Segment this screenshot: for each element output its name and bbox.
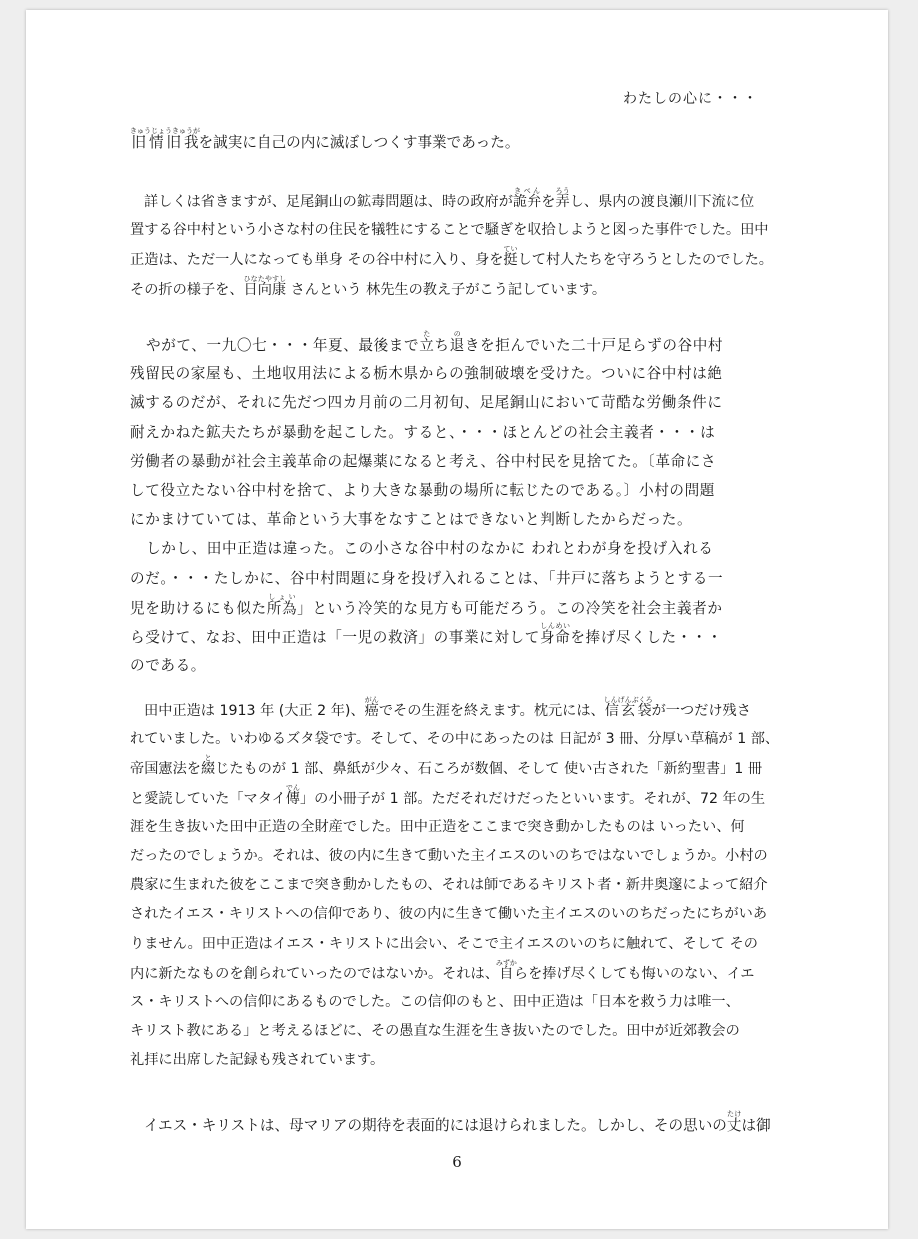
text-line: して役立たない谷中村を捨て、より大きな暴動の場所に転じたのである。〕小村の問題 bbox=[130, 481, 715, 499]
text-line: だったのでしょうか。それは、彼の内に生きて動いた主イエスのいのちではないでしょうか。小村の bbox=[130, 847, 768, 864]
paragraph-2 bbox=[130, 187, 816, 304]
text-line: と愛読していた「マタイ傳でん」の小冊子が 1 部。ただそれだけだったといいます。それが、72 年の生 bbox=[130, 783, 766, 807]
text-line: キリスト教にある」と考えるほどに、その愚直な生涯を生き抜いたのでした。田中が近郊教会の bbox=[130, 1023, 740, 1040]
text-line: 耐えかねた鉱夫たちが暴動を起こした。すると、・・・ほとんどの社会主義者・・・は bbox=[130, 423, 716, 441]
text-line: 内に新たなものを創られていったのではないか。それは、自みずからを捧げ尽くしても悔いのない、イエ bbox=[130, 958, 755, 982]
text-line: ス・キリストへの信仰にあるものでした。この信仰のもと、田中正造は「日本を救う力は唯一、 bbox=[130, 993, 740, 1010]
quotation-block bbox=[130, 330, 816, 680]
text-line: 置する谷中村という小さな村の住民を犠牲にすることで騒ぎを収拾しようと図った事件でした。田中 bbox=[130, 222, 769, 239]
text-line: 田中正造は 1913 年 (大正 2 年)、癌がんでその生涯を終えます。枕元には、信玄袋しんげんぶくろが一つだけ残さ bbox=[144, 696, 751, 719]
paragraph-4 bbox=[130, 696, 816, 1075]
page-number: 6 bbox=[452, 1153, 462, 1171]
text-line: 礼拝に出席した記録も残されています。 bbox=[130, 1052, 385, 1069]
text-line: 帝国憲法を綴とじたものが 1 部、鼻紙が少々、石ころが数個、そして 使い古された「新約聖書」1 冊 bbox=[130, 754, 763, 778]
paragraph-5 bbox=[130, 1110, 816, 1139]
text-line: その折の様子を、日向康ひなたやすし さんという 林先生の教え子がこう記しています。 bbox=[130, 274, 607, 298]
ruby-word: 旧情旧我きゅうじょうきゅうが bbox=[130, 127, 200, 151]
running-header: わたしの心に・・・ bbox=[623, 91, 758, 107]
text-line: 旧情旧我きゅうじょうきゅうがを誠実に自己の内に滅ぼしつくす事業であった。 bbox=[130, 127, 520, 151]
text-line: 滅するのだが、それに先だつ四カ月前の二月初旬、足尾銅山において苛酷な労働条件に bbox=[130, 394, 723, 412]
text-line: れていました。いわゆるズタ袋です。そして、その中にあったのは 日記が 3 冊、分厚い草稿が 1 部、 bbox=[130, 731, 780, 748]
text-line: 涯を生き抜いた田中正造の全財産でした。田中正造をここまで突き動かしたものは いったい、何 bbox=[130, 818, 745, 835]
text-line: 残留民の家屋も、土地収用法による栃木県からの強制破壊を受けた。ついに谷中村は絶 bbox=[130, 365, 723, 383]
text-line: 農家に生まれた彼をここまで突き動かしたもの、それは師であるキリスト者・新井奥邃によって紹介 bbox=[130, 877, 768, 894]
text-line: 児を助けるにも似た所為しょい」という冷笑的な見方も可能だろう。この冷笑を社会主義者か bbox=[130, 592, 723, 617]
text-line: ら受けて、なお、田中正造は「一児の救済」の事業に対して身命しんめいを捧げ尽くした・・・ bbox=[130, 621, 723, 646]
document-page bbox=[26, 10, 888, 1229]
text-line: やがて、一九〇七・・・年夏、最後まで立たち退のきを拒んでいた二十戸足らずの谷中村 bbox=[146, 330, 724, 354]
text-line: 正造は、ただ一人になっても単身 その谷中村に入り、身を挺ていして村人たちを守ろうとしたのでした。 bbox=[130, 245, 773, 269]
text-line: 詳しくは省きますが、足尾銅山の鉱毒問題は、時の政府が詭弁きべんを弄ろうし、県内の渡良瀬川下流に位 bbox=[144, 187, 755, 210]
text-line: されたイエス・キリストへの信仰であり、彼の内に生きて働いた主イエスのいのちだったにちがいあ bbox=[130, 906, 768, 923]
text-line: りません。田中正造はイエス・キリストに出会い、そこで主イエスのいのちに触れて、そして その bbox=[130, 935, 758, 952]
text-line: にかまけていては、革命という大事をなすことはできないと判断したからだった。 bbox=[130, 511, 693, 529]
text-line: しかし、田中正造は違った。この小さな谷中村のなかに われとわが身を投げ入れる bbox=[146, 540, 714, 558]
text-line: イエス・キリストは、母マリアの期待を表面的には退けられました。しかし、その思いの丈たけは御 bbox=[144, 1110, 771, 1134]
text-line: 労働者の暴動が社会主義革命の起爆薬になると考え、谷中村民を見捨てた。〔革命にさ bbox=[130, 452, 717, 470]
paragraph-1 bbox=[130, 127, 816, 156]
text-line: のである。 bbox=[130, 657, 206, 675]
text-line: のだ。・・・たしかに、谷中村問題に身を投げ入れることは、「井戸に落ちようとする一 bbox=[130, 569, 724, 587]
